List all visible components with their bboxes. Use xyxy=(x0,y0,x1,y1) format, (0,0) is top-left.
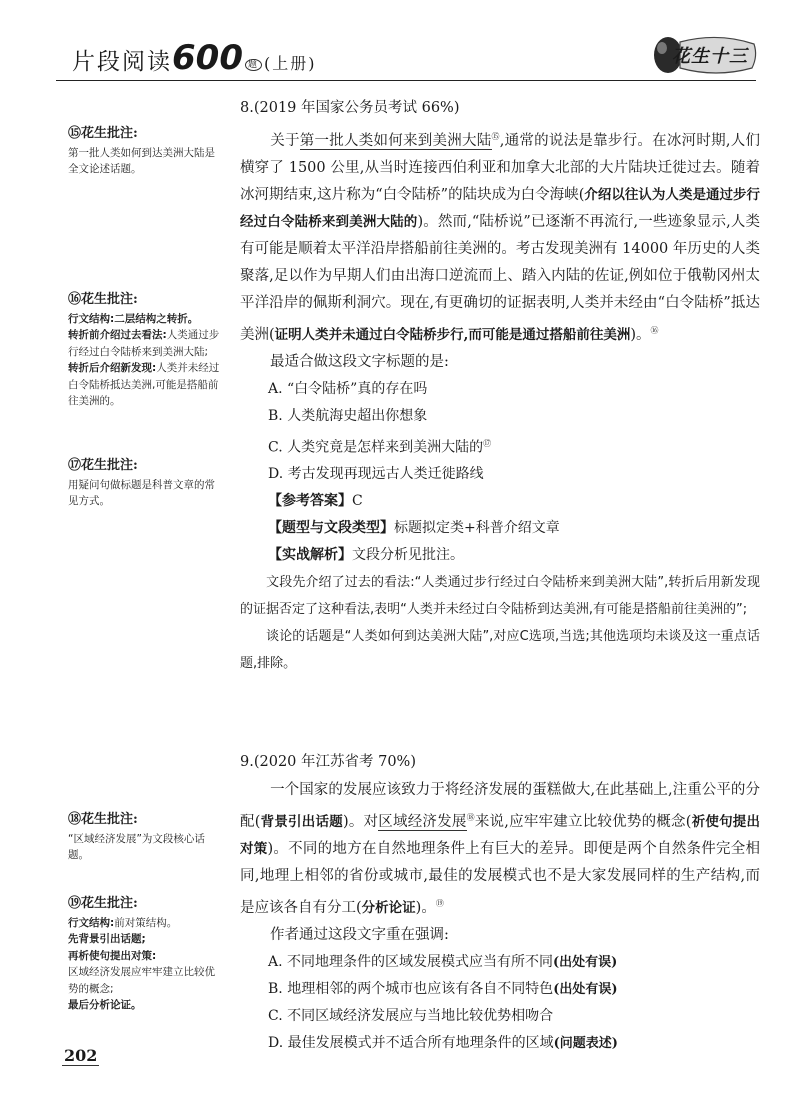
passage-text: )。 xyxy=(415,899,436,916)
note-line: 转折前介绍过去看法: xyxy=(68,329,167,341)
title-mark: 题 xyxy=(245,59,262,71)
option-a: A. “白令陆桥”真的存在吗 xyxy=(268,380,428,397)
note-body: 用疑问句做标题是科普文章的常见方式。 xyxy=(68,478,215,507)
option-a xyxy=(240,949,760,976)
book-title xyxy=(72,38,317,78)
option-d: D. 考古发现再现远古人类迁徙路线 xyxy=(268,466,484,483)
note-ref: ⑯ xyxy=(650,325,659,335)
note-line: 再析使句提出对策: xyxy=(68,949,157,962)
answer-value: C xyxy=(352,493,363,510)
passage-text: 来说,应牢牢建立比较优势的概念( xyxy=(474,813,692,830)
note-line: 先背景引出话题; xyxy=(68,933,146,945)
page-number: 202 xyxy=(64,1046,98,1065)
note-ref: ⑱ xyxy=(466,813,475,822)
note-body xyxy=(68,915,220,1014)
inline-note: 分析论证 xyxy=(361,899,416,916)
passage-text: 一个国家的发展应该致力于将经济发展的蛋糕做大,在此基础上,注重公平的分配( xyxy=(240,782,760,830)
note-title: ⑰花生批注: xyxy=(68,458,138,473)
prompt-text: 最适合做这段文字标题的是: xyxy=(270,353,449,370)
note-line: 人类并未经过白令陆桥抵达美洲,可能是搭船前往美洲的。 xyxy=(68,362,220,407)
question-passage xyxy=(240,777,760,922)
note-ref: ⑰ xyxy=(483,438,492,448)
passage-text: )。 xyxy=(630,326,651,343)
option-b: B. 人类航海史超出你想象 xyxy=(268,407,428,424)
answer-label: 【参考答案】 xyxy=(268,493,352,510)
analysis-text: 谈论的话题是“人类如何到达美洲大陆”,对应C选项,当选;其他选项均未谈及这一重点话题,排除。 xyxy=(240,629,760,672)
option-tag: (出处有误) xyxy=(553,981,618,997)
question-passage xyxy=(240,123,760,349)
option-d xyxy=(240,1030,760,1057)
sidebar-note-18 xyxy=(68,812,220,864)
note-body: 第一批人类如何到达美洲大陆是全文论述话题。 xyxy=(68,146,215,175)
note-body xyxy=(68,311,220,410)
option-tag: (出处有误) xyxy=(553,954,618,970)
note-line: 最后分析论证。 xyxy=(68,999,142,1011)
note-ref: ⑮ xyxy=(491,132,500,141)
practice-label: 【实战解析】 xyxy=(268,547,352,564)
type-label: 【题型与文段类型】 xyxy=(268,520,394,537)
passage-text: )。然而,“陆桥说”已逐渐不再流行,一些迹象显示,人类有可能是顺着太平洋沿岸搭船前往美洲的。考古发现美洲有 14000 年历史的人类聚落,足以作为早期人们由出海口逆流而上、踏入内陆的佐证,例如位于俄勒冈州太平洋沿岸的佩斯利洞穴。现在,有更确切的证据表明,人类并未经由“白令陆桥”抵达美洲( xyxy=(240,213,761,343)
option-text: B. 地理相邻的两个城市也应该有各自不同特色 xyxy=(268,980,554,997)
passage-text: )。对 xyxy=(342,813,379,830)
option-text: C. 人类究竟是怎样来到美洲大陆的 xyxy=(268,439,484,456)
note-line: 行文结构:二层结构之转折。 xyxy=(68,312,199,325)
inline-note: 祈使句提出对策 xyxy=(240,813,761,857)
note-title: ⑱花生批注: xyxy=(68,812,138,827)
practice-line xyxy=(240,542,760,569)
analysis-text: 文段先介绍了过去的看法:“人类通过步行经过白令陆桥来到美洲大陆”,转折后用新发现的证据否定了这种看法,表明“人类并未经过白令陆桥到达美洲,有可能是搭船前往美洲的”; xyxy=(240,575,760,618)
sidebar-note-19 xyxy=(68,896,220,1014)
title-volume: (上册) xyxy=(264,54,317,73)
note-title: ⑮花生批注: xyxy=(68,126,138,141)
answer-line xyxy=(240,488,760,515)
question-9 xyxy=(240,750,760,1057)
note-line: 人类通过步行经过白令陆桥来到美洲大陆; xyxy=(68,329,220,358)
option-c xyxy=(240,430,760,462)
option-text: A. 不同地理条件的区域发展模式应当有所不同 xyxy=(268,953,554,970)
note-body: “区域经济发展”为文段核心话题。 xyxy=(68,832,205,861)
sidebar-note-16 xyxy=(68,292,220,410)
inline-note: 证明人类并未通过白令陆桥步行,而可能是通过搭船前往美洲 xyxy=(274,326,631,343)
sidebar-note-17 xyxy=(68,458,220,510)
question-8 xyxy=(240,96,760,677)
option-c xyxy=(240,1003,760,1030)
option-b xyxy=(240,976,760,1003)
passage-text: ,通常的说法是靠步行。在冰河时期,人们横穿了 1500 公里,从当时连接西伯利亚和加拿大北部的大片陆块迁徙过去。随着冰河期结束,这片称为“白令陆桥”的陆块成为白令海峡( xyxy=(240,132,761,203)
type-value: 标题拟定类+科普介绍文章 xyxy=(394,520,560,537)
note-line: 区域经济发展应牢牢建立比较优势的概念; xyxy=(68,966,215,995)
passage-text: )。不同的地方在自然地理条件上有巨大的差异。即便是两个自然条件完全相同,地理上相邻的省份或城市,最佳的发展模式也不是大家发展同样的生产结构,而是应该各自有分工( xyxy=(240,840,761,916)
question-prompt xyxy=(240,349,760,376)
note-line: 前对策结构。 xyxy=(114,916,178,929)
title-number: 600 xyxy=(172,38,243,78)
inline-note: 介绍以往认为人类是通过步行经过白令陆桥来到美洲大陆的 xyxy=(240,186,760,230)
inline-note: 背景引出话题 xyxy=(260,813,343,830)
title-prefix: 片段阅读 xyxy=(72,49,172,75)
header-rule xyxy=(56,80,756,81)
page-header xyxy=(0,0,800,100)
question-title: 9.(2020 年江苏省考 70%) xyxy=(240,754,416,770)
analysis-paragraph xyxy=(240,569,760,623)
note-title: ⑲花生批注: xyxy=(68,896,138,911)
option-text: D. 最佳发展模式并不适合所有地理条件的区域 xyxy=(268,1034,554,1051)
question-title: 8.(2019 年国家公务员考试 66%) xyxy=(240,100,460,116)
question-prompt xyxy=(240,922,760,949)
practice-value: 文段分析见批注。 xyxy=(352,547,464,564)
note-ref: ⑲ xyxy=(435,898,444,908)
note-title: ⑯花生批注: xyxy=(68,292,138,307)
logo-text: 花生十三 xyxy=(672,46,748,67)
option-tag: (问题表述) xyxy=(553,1035,618,1051)
type-line xyxy=(240,515,760,542)
passage-topic-underline: 第一批人类如何来到美洲大陆 xyxy=(299,132,492,149)
sidebar-note-15 xyxy=(68,126,220,178)
passage-text: 关于 xyxy=(270,132,300,149)
analysis-paragraph xyxy=(240,623,760,677)
option-text: C. 不同区域经济发展应与当地比较优势相吻合 xyxy=(268,1007,554,1024)
passage-topic-underline: 区域经济发展 xyxy=(378,813,467,830)
prompt-text: 作者通过这段文字重在强调: xyxy=(270,926,449,943)
note-line: 转折后介绍新发现: xyxy=(68,362,157,374)
note-line: 行文结构: xyxy=(68,916,115,929)
